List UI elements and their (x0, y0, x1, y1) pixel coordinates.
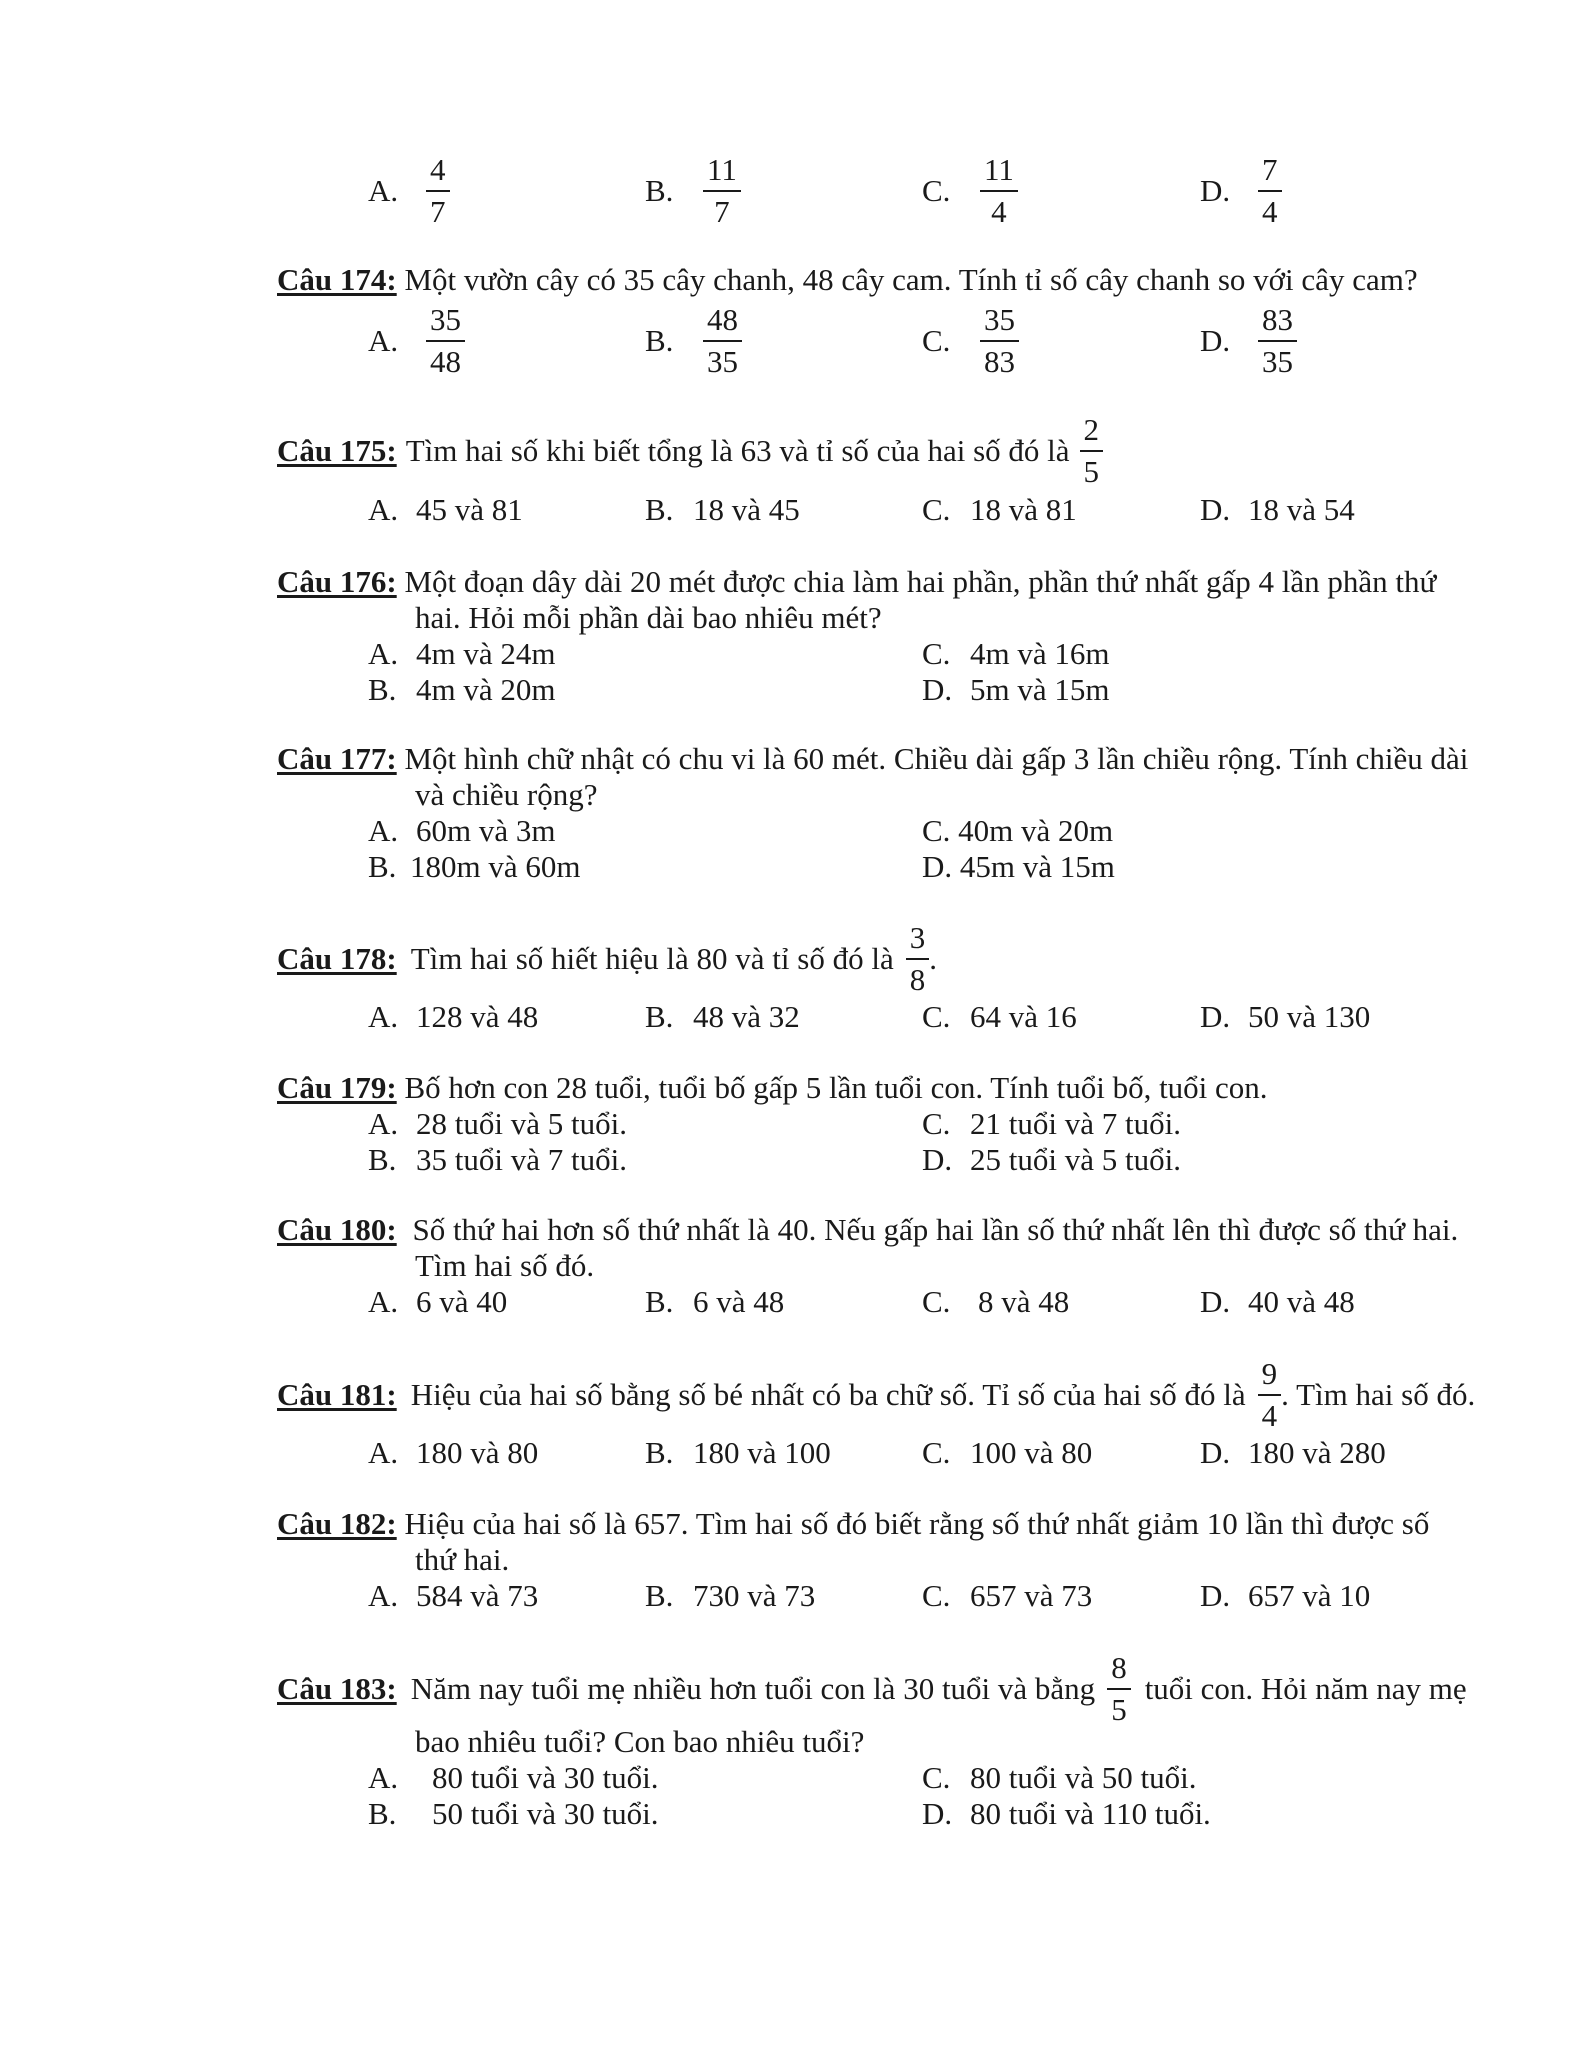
option-text: 657 và 10 (1248, 1578, 1371, 1613)
fraction-numerator: 11 (980, 150, 1018, 192)
option-letter: B. (368, 1796, 397, 1831)
question-label: Câu 176: (277, 564, 397, 599)
option-letter: D. (1200, 1284, 1231, 1319)
option-letter: B. (368, 1142, 397, 1177)
q183-option-b (368, 1796, 658, 1832)
fraction-denominator: 7 (430, 194, 446, 229)
fraction-numerator: 7 (1258, 150, 1282, 192)
fraction-numerator: 3 (906, 918, 930, 960)
q181-question (277, 1354, 1475, 1436)
option-text: 25 tuổi và 5 tuổi. (970, 1142, 1181, 1177)
question-text: Một vườn cây có 35 cây chanh, 48 cây cam. Tính tỉ số cây chanh so với cây cam? (404, 262, 1418, 297)
option-text: 4m và 20m (416, 672, 556, 707)
q175-option-d (1200, 492, 1355, 528)
option-letter: D. (922, 1796, 953, 1831)
option-letter: A. (368, 1106, 399, 1141)
q183-question (277, 1648, 1467, 1730)
q179-question (277, 1070, 1268, 1106)
option-letter: A. (368, 492, 399, 527)
q174-option-d (1200, 300, 1297, 382)
option-text: 6 và 48 (693, 1284, 785, 1319)
fraction (980, 300, 1019, 382)
fraction (1258, 150, 1282, 232)
fraction-denominator: 35 (707, 344, 738, 379)
option-letter: A. (368, 323, 399, 358)
q180-question (277, 1212, 1458, 1248)
option-text: 584 và 73 (416, 1578, 539, 1613)
option-text: 100 và 80 (970, 1435, 1093, 1470)
question-text: Tìm hai số hiết hiệu là 80 và tỉ số đó là (410, 941, 894, 976)
fraction-numerator: 35 (426, 300, 465, 342)
option-text: 80 tuổi và 50 tuổi. (970, 1760, 1197, 1795)
question-label: Câu 182: (277, 1506, 397, 1541)
q178-option-b (645, 999, 800, 1035)
question-label: Câu 178: (277, 941, 397, 976)
q180-option-c (922, 1284, 1069, 1320)
option-letter: C. (922, 323, 951, 358)
q182-option-a (368, 1578, 538, 1614)
fraction-numerator: 2 (1080, 410, 1104, 452)
option-letter: A. (368, 1284, 399, 1319)
question-label: Câu 177: (277, 741, 397, 776)
question-label: Câu 181: (277, 1377, 397, 1412)
option-text: 50 tuổi và 30 tuổi. (432, 1796, 659, 1831)
q182-option-d (1200, 1578, 1370, 1614)
q176-question (277, 564, 1436, 600)
fraction (980, 150, 1018, 232)
option-text: 18 và 54 (1248, 492, 1355, 527)
question-text-continued: thứ hai. (415, 1542, 510, 1577)
option-text: 80 tuổi và 30 tuổi. (432, 1760, 659, 1795)
fraction-numerator: 83 (1258, 300, 1297, 342)
option-letter: A. (368, 999, 399, 1034)
option-letter: A. (368, 813, 399, 848)
option-text: 4m và 24m (416, 636, 556, 671)
question-text-continued: và chiều rộng? (415, 777, 598, 812)
option-text: 28 tuổi và 5 tuổi. (416, 1106, 627, 1141)
fraction (426, 150, 450, 232)
q183-option-d (922, 1796, 1211, 1832)
q178-question (277, 918, 937, 1000)
option-text: 180m và 60m (410, 849, 581, 884)
option-text: 730 và 73 (693, 1578, 816, 1613)
question-text-continued: Tìm hai số đó. (415, 1248, 595, 1283)
q181-option-c (922, 1435, 1092, 1471)
question-label: Câu 179: (277, 1070, 397, 1105)
q177-option-a (368, 813, 556, 849)
q176-option-a (368, 636, 556, 672)
q181-option-b (645, 1435, 831, 1471)
option-letter: C. (922, 636, 951, 671)
q178-option-c (922, 999, 1077, 1035)
option-letter: A. (368, 1435, 399, 1470)
q174-question (277, 262, 1418, 298)
option-letter: D. (922, 1142, 953, 1177)
q177-option-c: C. 40m và 20m (922, 813, 1114, 848)
option-letter: B. (645, 323, 674, 358)
fraction-denominator: 35 (1262, 344, 1293, 379)
q182-option-b (645, 1578, 815, 1614)
q182-question (277, 1506, 1429, 1542)
q180-option-d (1200, 1284, 1355, 1320)
option-letter: A. (368, 1578, 399, 1613)
option-letter: C. (922, 1284, 951, 1319)
fraction (1107, 1648, 1131, 1730)
fraction-denominator: 5 (1111, 1692, 1127, 1727)
q178-option-a (368, 999, 538, 1035)
option-letter: D. (1200, 492, 1231, 527)
question-text-continued: hai. Hỏi mỗi phần dài bao nhiêu mét? (415, 600, 882, 635)
option-letter: D. (1200, 323, 1231, 358)
option-letter: B. (645, 492, 674, 527)
fraction-numerator: 8 (1107, 1648, 1131, 1690)
option-text: 18 và 45 (693, 492, 800, 527)
option-text: 4m và 16m (970, 636, 1110, 671)
option-text: 5m và 15m (970, 672, 1110, 707)
q183-option-c (922, 1760, 1196, 1796)
fraction-numerator: 48 (703, 300, 742, 342)
fraction (906, 918, 930, 1000)
option-letter: B. (368, 672, 397, 707)
question-text: Một đoạn dây dài 20 mét được chia làm hai phần, phần thứ nhất gấp 4 lần phần thứ (404, 564, 1437, 599)
q174-option-a (368, 300, 465, 382)
q174-option-c (922, 300, 1019, 382)
option-letter: B. (368, 849, 397, 884)
question-label: Câu 180: (277, 1212, 397, 1247)
q176-option-b (368, 672, 556, 708)
question-text: Năm nay tuổi mẹ nhiều hơn tuổi con là 30 tuổi và bằng (410, 1671, 1096, 1706)
fraction-denominator: 4 (1262, 194, 1278, 229)
q181-option-a (368, 1435, 538, 1471)
option-letter: B. (645, 1435, 674, 1470)
option-letter: A. (368, 173, 399, 208)
fraction-denominator: 7 (714, 194, 730, 229)
option-text: 64 và 16 (970, 999, 1077, 1034)
question-text: Một hình chữ nhật có chu vi là 60 mét. Chiều dài gấp 3 lần chiều rộng. Tính chiều dài (404, 741, 1469, 776)
q179-option-b (368, 1142, 627, 1178)
q175-option-c (922, 492, 1077, 528)
q176-option-c (922, 636, 1110, 672)
option-letter: D. (922, 672, 953, 707)
q181-option-d (1200, 1435, 1386, 1471)
question-text: Số thứ hai hơn số thứ nhất là 40. Nếu gấp hai lần số thứ nhất lên thì được số thứ hai. (412, 1212, 1459, 1247)
question-text-end: . Tìm hai số đó. (1281, 1377, 1476, 1412)
fraction (426, 300, 465, 382)
q173-option-d (1200, 150, 1282, 232)
q176-option-d (922, 672, 1110, 708)
question-label: Câu 174: (277, 262, 397, 297)
question-text: Bố hơn con 28 tuổi, tuổi bố gấp 5 lần tuổi con. Tính tuổi bố, tuổi con. (404, 1070, 1268, 1105)
fraction-numerator: 9 (1258, 1354, 1282, 1396)
option-letter: C. (922, 999, 951, 1034)
option-text: 50 và 130 (1248, 999, 1371, 1034)
q177-option-d: D. 45m và 15m (922, 849, 1115, 884)
option-letter: B. (645, 1284, 674, 1319)
option-text: 8 và 48 (978, 1284, 1070, 1319)
option-letter: A. (368, 636, 399, 671)
option-text: 80 tuổi và 110 tuổi. (970, 1796, 1211, 1831)
option-letter: D. (1200, 1435, 1231, 1470)
option-text: 40 và 48 (1248, 1284, 1355, 1319)
question-text-end: . (929, 941, 937, 976)
q173-option-a (368, 150, 450, 232)
fraction (1080, 410, 1104, 492)
q175-option-b (645, 492, 800, 528)
option-letter: D. (1200, 173, 1231, 208)
fraction (1258, 1354, 1282, 1436)
fraction (703, 300, 742, 382)
question-text-continued: bao nhiêu tuổi? Con bao nhiêu tuổi? (415, 1724, 865, 1759)
q173-option-b (645, 150, 741, 232)
q173-option-c (922, 150, 1018, 232)
q182-option-c (922, 1578, 1092, 1614)
fraction-denominator: 4 (991, 194, 1007, 229)
option-text: 21 tuổi và 7 tuổi. (970, 1106, 1181, 1141)
option-letter: D. (1200, 999, 1231, 1034)
option-text: 180 và 280 (1248, 1435, 1386, 1470)
q175-question (277, 410, 1103, 492)
q178-option-d (1200, 999, 1370, 1035)
option-letter: B. (645, 999, 674, 1034)
option-text: 35 tuổi và 7 tuổi. (416, 1142, 627, 1177)
option-text: 6 và 40 (416, 1284, 508, 1319)
fraction (1258, 300, 1297, 382)
fraction-numerator: 11 (703, 150, 741, 192)
q183-option-a (368, 1760, 658, 1796)
question-label: Câu 183: (277, 1671, 397, 1706)
option-letter: B. (645, 1578, 674, 1613)
question-text: Tìm hai số khi biết tổng là 63 và tỉ số của hai số đó là (405, 433, 1070, 468)
q177-option-b (368, 849, 581, 885)
q180-option-b (645, 1284, 784, 1320)
question-label: Câu 175: (277, 433, 397, 468)
q175-option-a (368, 492, 523, 528)
option-letter: C. (922, 492, 951, 527)
q179-option-a (368, 1106, 627, 1142)
q174-option-b (645, 300, 742, 382)
fraction (703, 150, 741, 232)
option-text: 18 và 81 (970, 492, 1077, 527)
question-text: Hiệu của hai số bằng số bé nhất có ba chữ số. Tỉ số của hai số đó là (410, 1377, 1246, 1412)
option-letter: C. (922, 1578, 951, 1613)
option-letter: C. (922, 1760, 951, 1795)
q179-option-d (922, 1142, 1181, 1178)
option-letter: B. (645, 173, 674, 208)
option-text: 657 và 73 (970, 1578, 1093, 1613)
option-text: 180 và 80 (416, 1435, 539, 1470)
option-text: 180 và 100 (693, 1435, 831, 1470)
option-text: 45 và 81 (416, 492, 523, 527)
option-letter: A. (368, 1760, 399, 1795)
question-text: Hiệu của hai số là 657. Tìm hai số đó biết rằng số thứ nhất giảm 10 lần thì được số (404, 1506, 1430, 1541)
q180-option-a (368, 1284, 507, 1320)
question-text-end: tuổi con. Hỏi năm nay mẹ (1144, 1671, 1467, 1706)
option-letter: D. (1200, 1578, 1231, 1613)
fraction-numerator: 35 (980, 300, 1019, 342)
fraction-denominator: 5 (1083, 454, 1100, 489)
option-text: 128 và 48 (416, 999, 539, 1034)
option-text: 48 và 32 (693, 999, 800, 1034)
option-letter: C. (922, 1435, 951, 1470)
q179-option-c (922, 1106, 1181, 1142)
fraction-denominator: 4 (1261, 1398, 1278, 1433)
option-text: 60m và 3m (416, 813, 556, 848)
fraction-numerator: 4 (426, 150, 450, 192)
fraction-denominator: 8 (909, 962, 926, 997)
fraction-denominator: 48 (430, 344, 461, 379)
option-letter: C. (922, 173, 951, 208)
q177-question (277, 741, 1468, 777)
fraction-denominator: 83 (984, 344, 1015, 379)
option-letter: C. (922, 1106, 951, 1141)
